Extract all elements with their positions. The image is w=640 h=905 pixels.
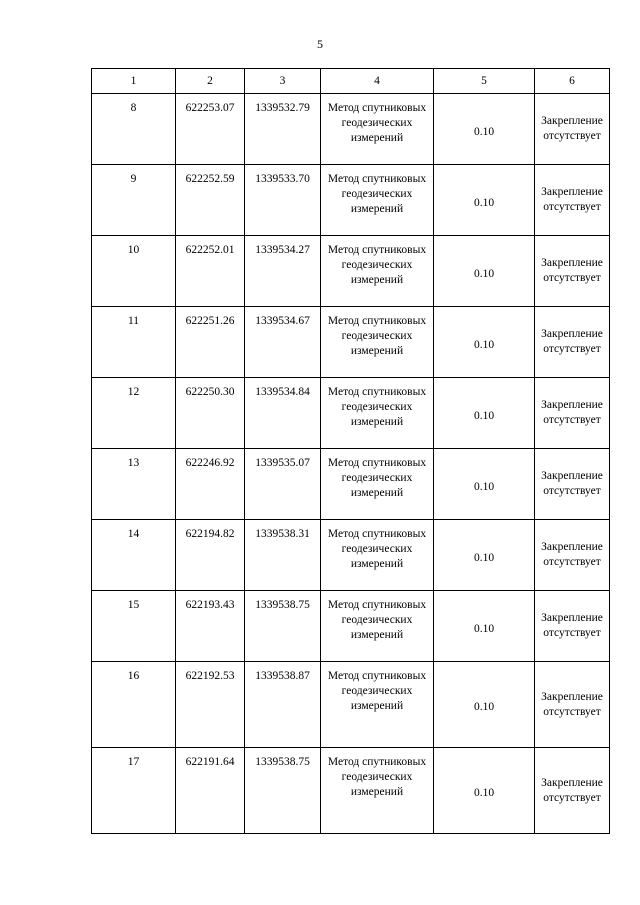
table-row	[92, 520, 610, 591]
point-number-cell: 8	[92, 94, 176, 165]
method-cell: Метод спутниковых геодезических измерений	[321, 236, 434, 307]
accuracy-cell: 0.10	[434, 378, 535, 449]
x-coordinate-cell: 622252.59	[176, 165, 245, 236]
point-number-cell: 9	[92, 165, 176, 236]
fixing-cell: Закрепление отсутствует	[535, 748, 610, 834]
accuracy-cell: 0.10	[434, 236, 535, 307]
point-number-cell: 12	[92, 378, 176, 449]
fixing-cell: Закрепление отсутствует	[535, 165, 610, 236]
accuracy-cell: 0.10	[434, 748, 535, 834]
table-row	[92, 449, 610, 520]
x-coordinate-cell: 622252.01	[176, 236, 245, 307]
accuracy-cell: 0.10	[434, 165, 535, 236]
y-coordinate-cell: 1339534.84	[245, 378, 321, 449]
page-number: 5	[317, 37, 323, 51]
y-coordinate-cell: 1339535.07	[245, 449, 321, 520]
y-coordinate-cell: 1339538.75	[245, 591, 321, 662]
table-row	[92, 236, 610, 307]
x-coordinate-cell: 622194.82	[176, 520, 245, 591]
table-row	[92, 165, 610, 236]
y-coordinate-cell: 1339534.67	[245, 307, 321, 378]
method-cell: Метод спутниковых геодезических измерений	[321, 307, 434, 378]
header-cell: 5	[434, 69, 535, 94]
header-cell: 3	[245, 69, 321, 94]
table-row	[92, 662, 610, 748]
fixing-cell: Закрепление отсутствует	[535, 520, 610, 591]
x-coordinate-cell: 622192.53	[176, 662, 245, 748]
x-coordinate-cell: 622251.26	[176, 307, 245, 378]
fixing-cell: Закрепление отсутствует	[535, 662, 610, 748]
point-number-cell: 13	[92, 449, 176, 520]
point-number-cell: 11	[92, 307, 176, 378]
point-number-cell: 10	[92, 236, 176, 307]
method-cell: Метод спутниковых геодезических измерений	[321, 378, 434, 449]
method-cell: Метод спутниковых геодезических измерений	[321, 662, 434, 748]
y-coordinate-cell: 1339538.75	[245, 748, 321, 834]
table-body	[92, 94, 610, 834]
x-coordinate-cell: 622250.30	[176, 378, 245, 449]
y-coordinate-cell: 1339538.31	[245, 520, 321, 591]
y-coordinate-cell: 1339538.87	[245, 662, 321, 748]
table-row	[92, 748, 610, 834]
x-coordinate-cell: 622193.43	[176, 591, 245, 662]
method-cell: Метод спутниковых геодезических измерений	[321, 520, 434, 591]
table-row	[92, 591, 610, 662]
fixing-cell: Закрепление отсутствует	[535, 378, 610, 449]
method-cell: Метод спутниковых геодезических измерений	[321, 748, 434, 834]
header-cell: 2	[176, 69, 245, 94]
table-row	[92, 378, 610, 449]
x-coordinate-cell: 622253.07	[176, 94, 245, 165]
method-cell: Метод спутниковых геодезических измерений	[321, 94, 434, 165]
method-cell: Метод спутниковых геодезических измерений	[321, 165, 434, 236]
fixing-cell: Закрепление отсутствует	[535, 236, 610, 307]
accuracy-cell: 0.10	[434, 307, 535, 378]
table-row	[92, 94, 610, 165]
point-number-cell: 17	[92, 748, 176, 834]
accuracy-cell: 0.10	[434, 449, 535, 520]
y-coordinate-cell: 1339534.27	[245, 236, 321, 307]
accuracy-cell: 0.10	[434, 662, 535, 748]
method-cell: Метод спутниковых геодезических измерений	[321, 591, 434, 662]
fixing-cell: Закрепление отсутствует	[535, 307, 610, 378]
header-cell: 1	[92, 69, 176, 94]
point-number-cell: 15	[92, 591, 176, 662]
accuracy-cell: 0.10	[434, 520, 535, 591]
table-header	[92, 69, 610, 94]
header-cell: 6	[535, 69, 610, 94]
x-coordinate-cell: 622246.92	[176, 449, 245, 520]
method-cell: Метод спутниковых геодезических измерений	[321, 449, 434, 520]
point-number-cell: 14	[92, 520, 176, 591]
point-number-cell: 16	[92, 662, 176, 748]
header-row	[92, 69, 610, 94]
x-coordinate-cell: 622191.64	[176, 748, 245, 834]
table-row	[92, 307, 610, 378]
accuracy-cell: 0.10	[434, 591, 535, 662]
coordinates-table	[91, 68, 610, 834]
header-cell: 4	[321, 69, 434, 94]
y-coordinate-cell: 1339533.70	[245, 165, 321, 236]
fixing-cell: Закрепление отсутствует	[535, 449, 610, 520]
fixing-cell: Закрепление отсутствует	[535, 591, 610, 662]
fixing-cell: Закрепление отсутствует	[535, 94, 610, 165]
y-coordinate-cell: 1339532.79	[245, 94, 321, 165]
accuracy-cell: 0.10	[434, 94, 535, 165]
